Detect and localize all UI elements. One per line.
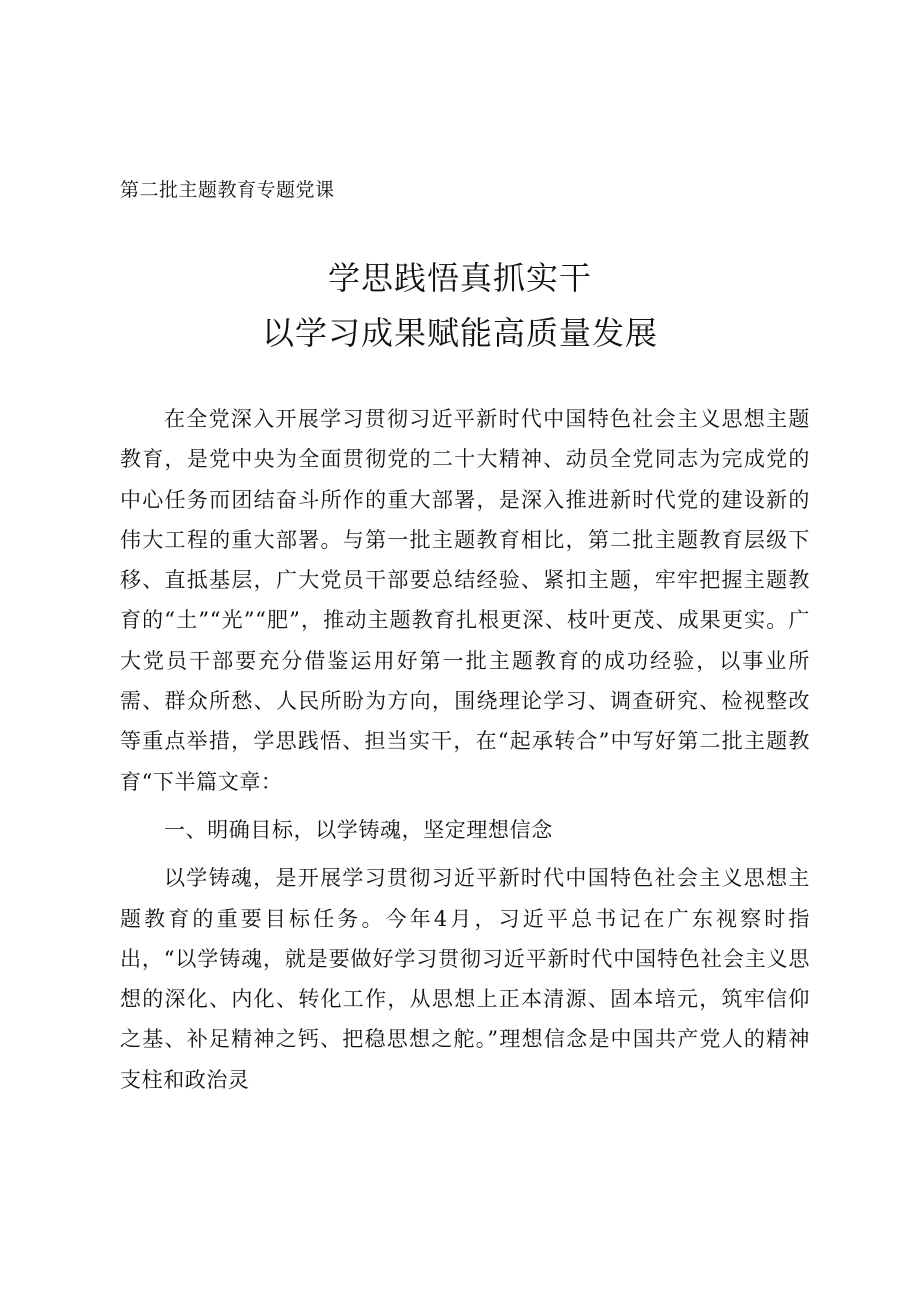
document-body bbox=[120, 399, 810, 1100]
document-title-line-1: 学思践悟真抓实干 bbox=[327, 259, 592, 297]
document-title-line-2: 以学习成果赋能高质量发展 bbox=[261, 314, 658, 352]
section-heading-1: 一、明确目标，以学铸魂，坚定理想信念 bbox=[164, 817, 553, 842]
document-series-label: 第二批主题教育专题党课 bbox=[120, 179, 335, 201]
intro-paragraph: 在全党深入开展学习贯彻习近平新时代中国特色社会主义思想主题教育，是党中央为全面贯彻党的二十大精神、动员全党同志为完成党的中心任务而团结奋斗所作的重大部署，是深入推进新时代党的建设新的伟大工程的重大部署。与第一批主题教育相比，第二批主题教育层级下移、直抵基层，广大党员干部要总结经验、紧扣主题，牢牢把握主题教育的“土”“光”“肥”，推动主题教育扎根更深、枝叶更茂、成果更实。广大党员干部要充分借鉴运用好第一批主题教育的成功经验，以事业所需、群众所愁、人民所盼为方向，围绕理论学习、调查研究、检视整改等重点举措，学思践悟、担当实干，在“起承转合”中写好第二批主题教育“下半篇文章： bbox=[120, 407, 810, 794]
section-1-paragraph: 以学铸魂，是开展学习贯彻习近平新时代中国特色社会主义思想主题教育的重要目标任务。今年4月，习近平总书记在广东视察时指出，“以学铸魂，就是要做好学习贯彻习近平新时代中国特色社会主义思想的深化、内化、转化工作，从思想上正本清源、固本培元，筑牢信仰之基、补足精神之钙、把稳思想之舵。”理想信念是中国共产党人的精神支柱和政治灵 bbox=[120, 866, 810, 1092]
